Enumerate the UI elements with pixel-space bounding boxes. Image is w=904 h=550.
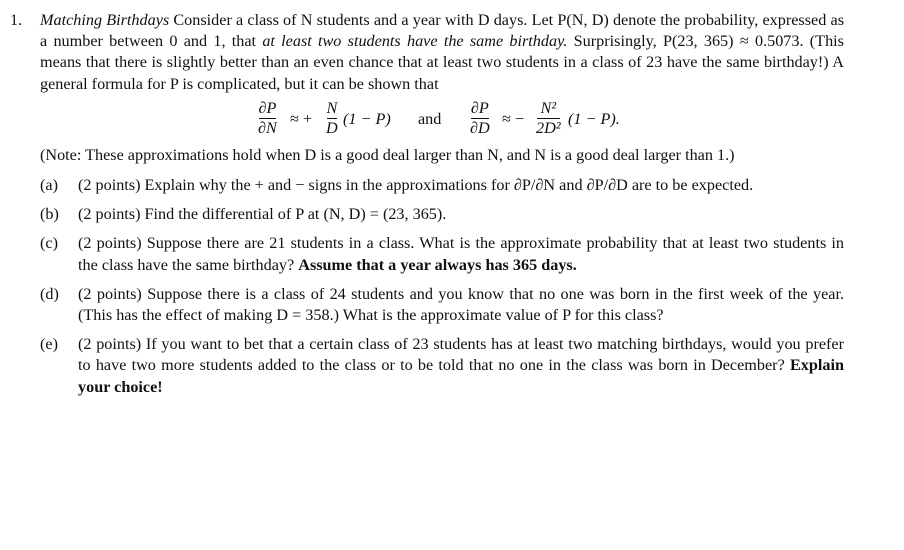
part-label: (b) bbox=[40, 205, 59, 224]
intro-text-1: Consider a class of N students and a year with D days. Let P(N, D) denote the probability, expressed as a number between 0 and 1, that bbox=[40, 11, 844, 51]
problem-intro bbox=[40, 10, 844, 95]
problem-title: Matching Birthdays bbox=[40, 11, 170, 29]
part-e bbox=[40, 334, 844, 398]
approx-minus: ≈ − bbox=[502, 109, 525, 128]
part-label: (a) bbox=[40, 176, 58, 195]
part-d bbox=[40, 284, 844, 326]
problem-body bbox=[40, 10, 844, 398]
part-label: (d) bbox=[40, 284, 59, 303]
part-label: (e) bbox=[40, 335, 58, 354]
part-text bbox=[78, 284, 844, 326]
N2-numerator: N² bbox=[540, 98, 557, 117]
N-numerator: N bbox=[326, 98, 338, 117]
part-c-text: (2 points) Suppose there are 21 students in a class. What is the approximate probability that at least two students in the class have the same birthday? bbox=[78, 234, 844, 274]
approx-plus: ≈ + bbox=[290, 109, 313, 128]
part-text bbox=[78, 334, 844, 398]
approximation-note: (Note: These approximations hold when D is a good deal larger than N, and N is a good deal larger than 1.) bbox=[40, 145, 735, 164]
dN-denominator: ∂N bbox=[258, 118, 277, 137]
intro-emphasis: at least two students have the same birthday. bbox=[262, 32, 568, 51]
part-e-text: (2 points) If you want to bet that a certain class of 23 students has at least two matching birthdays, would you prefer to have two more students added to the class or to be told that no one in the class was born in December? bbox=[78, 335, 844, 375]
dP-numerator-2: ∂P bbox=[470, 98, 489, 117]
fraction-N2-2D2 bbox=[536, 99, 561, 138]
derivative-formula bbox=[40, 95, 844, 143]
part-text bbox=[78, 233, 844, 275]
D-denominator: D bbox=[326, 118, 338, 137]
part-b-text: (2 points) Find the differential of P at (N, D) = (23, 365). bbox=[78, 205, 447, 224]
part-text bbox=[78, 175, 844, 196]
part-a bbox=[40, 175, 844, 196]
factor-1-minus-P-end: (1 − P). bbox=[568, 109, 620, 128]
part-label: (c) bbox=[40, 234, 58, 253]
part-d-text: (2 points) Suppose there is a class of 24 students and you know that no one was born in the first week of the year. (This has the effect of making D = 358.) What is the approximate value of P for this class? bbox=[78, 284, 844, 325]
problem-number: 1. bbox=[10, 11, 23, 29]
fraction-dP-dD bbox=[470, 99, 490, 138]
part-a-text: (2 points) Explain why the + and − signs in the approximations for ∂P/∂N and ∂P/∂D are to be expected. bbox=[78, 176, 754, 195]
part-e-bold-text: Explain your choice! bbox=[78, 356, 844, 396]
part-b bbox=[40, 204, 844, 225]
factor-1-minus-P: (1 − P) bbox=[343, 109, 391, 128]
problem-1 bbox=[10, 10, 844, 406]
part-c bbox=[40, 233, 844, 275]
dD-denominator: ∂D bbox=[470, 118, 490, 137]
and-word: and bbox=[418, 109, 442, 128]
part-c-bold-text: Assume that a year always has 365 days. bbox=[298, 255, 577, 274]
dP-numerator: ∂P bbox=[258, 98, 277, 117]
part-text bbox=[78, 204, 844, 225]
fraction-dP-dN bbox=[258, 99, 277, 138]
problem-parts bbox=[40, 175, 844, 398]
intro-text-2: Surprisingly, P(23, 365) ≈ 0.5073. (This means that there is slightly better than an even chance that at least two students in a class of 23 have the same birthday!) A general formula for P is complicated, but it can be shown that bbox=[40, 32, 844, 93]
fraction-N-D bbox=[326, 99, 338, 138]
2D2-denominator: 2D² bbox=[536, 118, 561, 137]
